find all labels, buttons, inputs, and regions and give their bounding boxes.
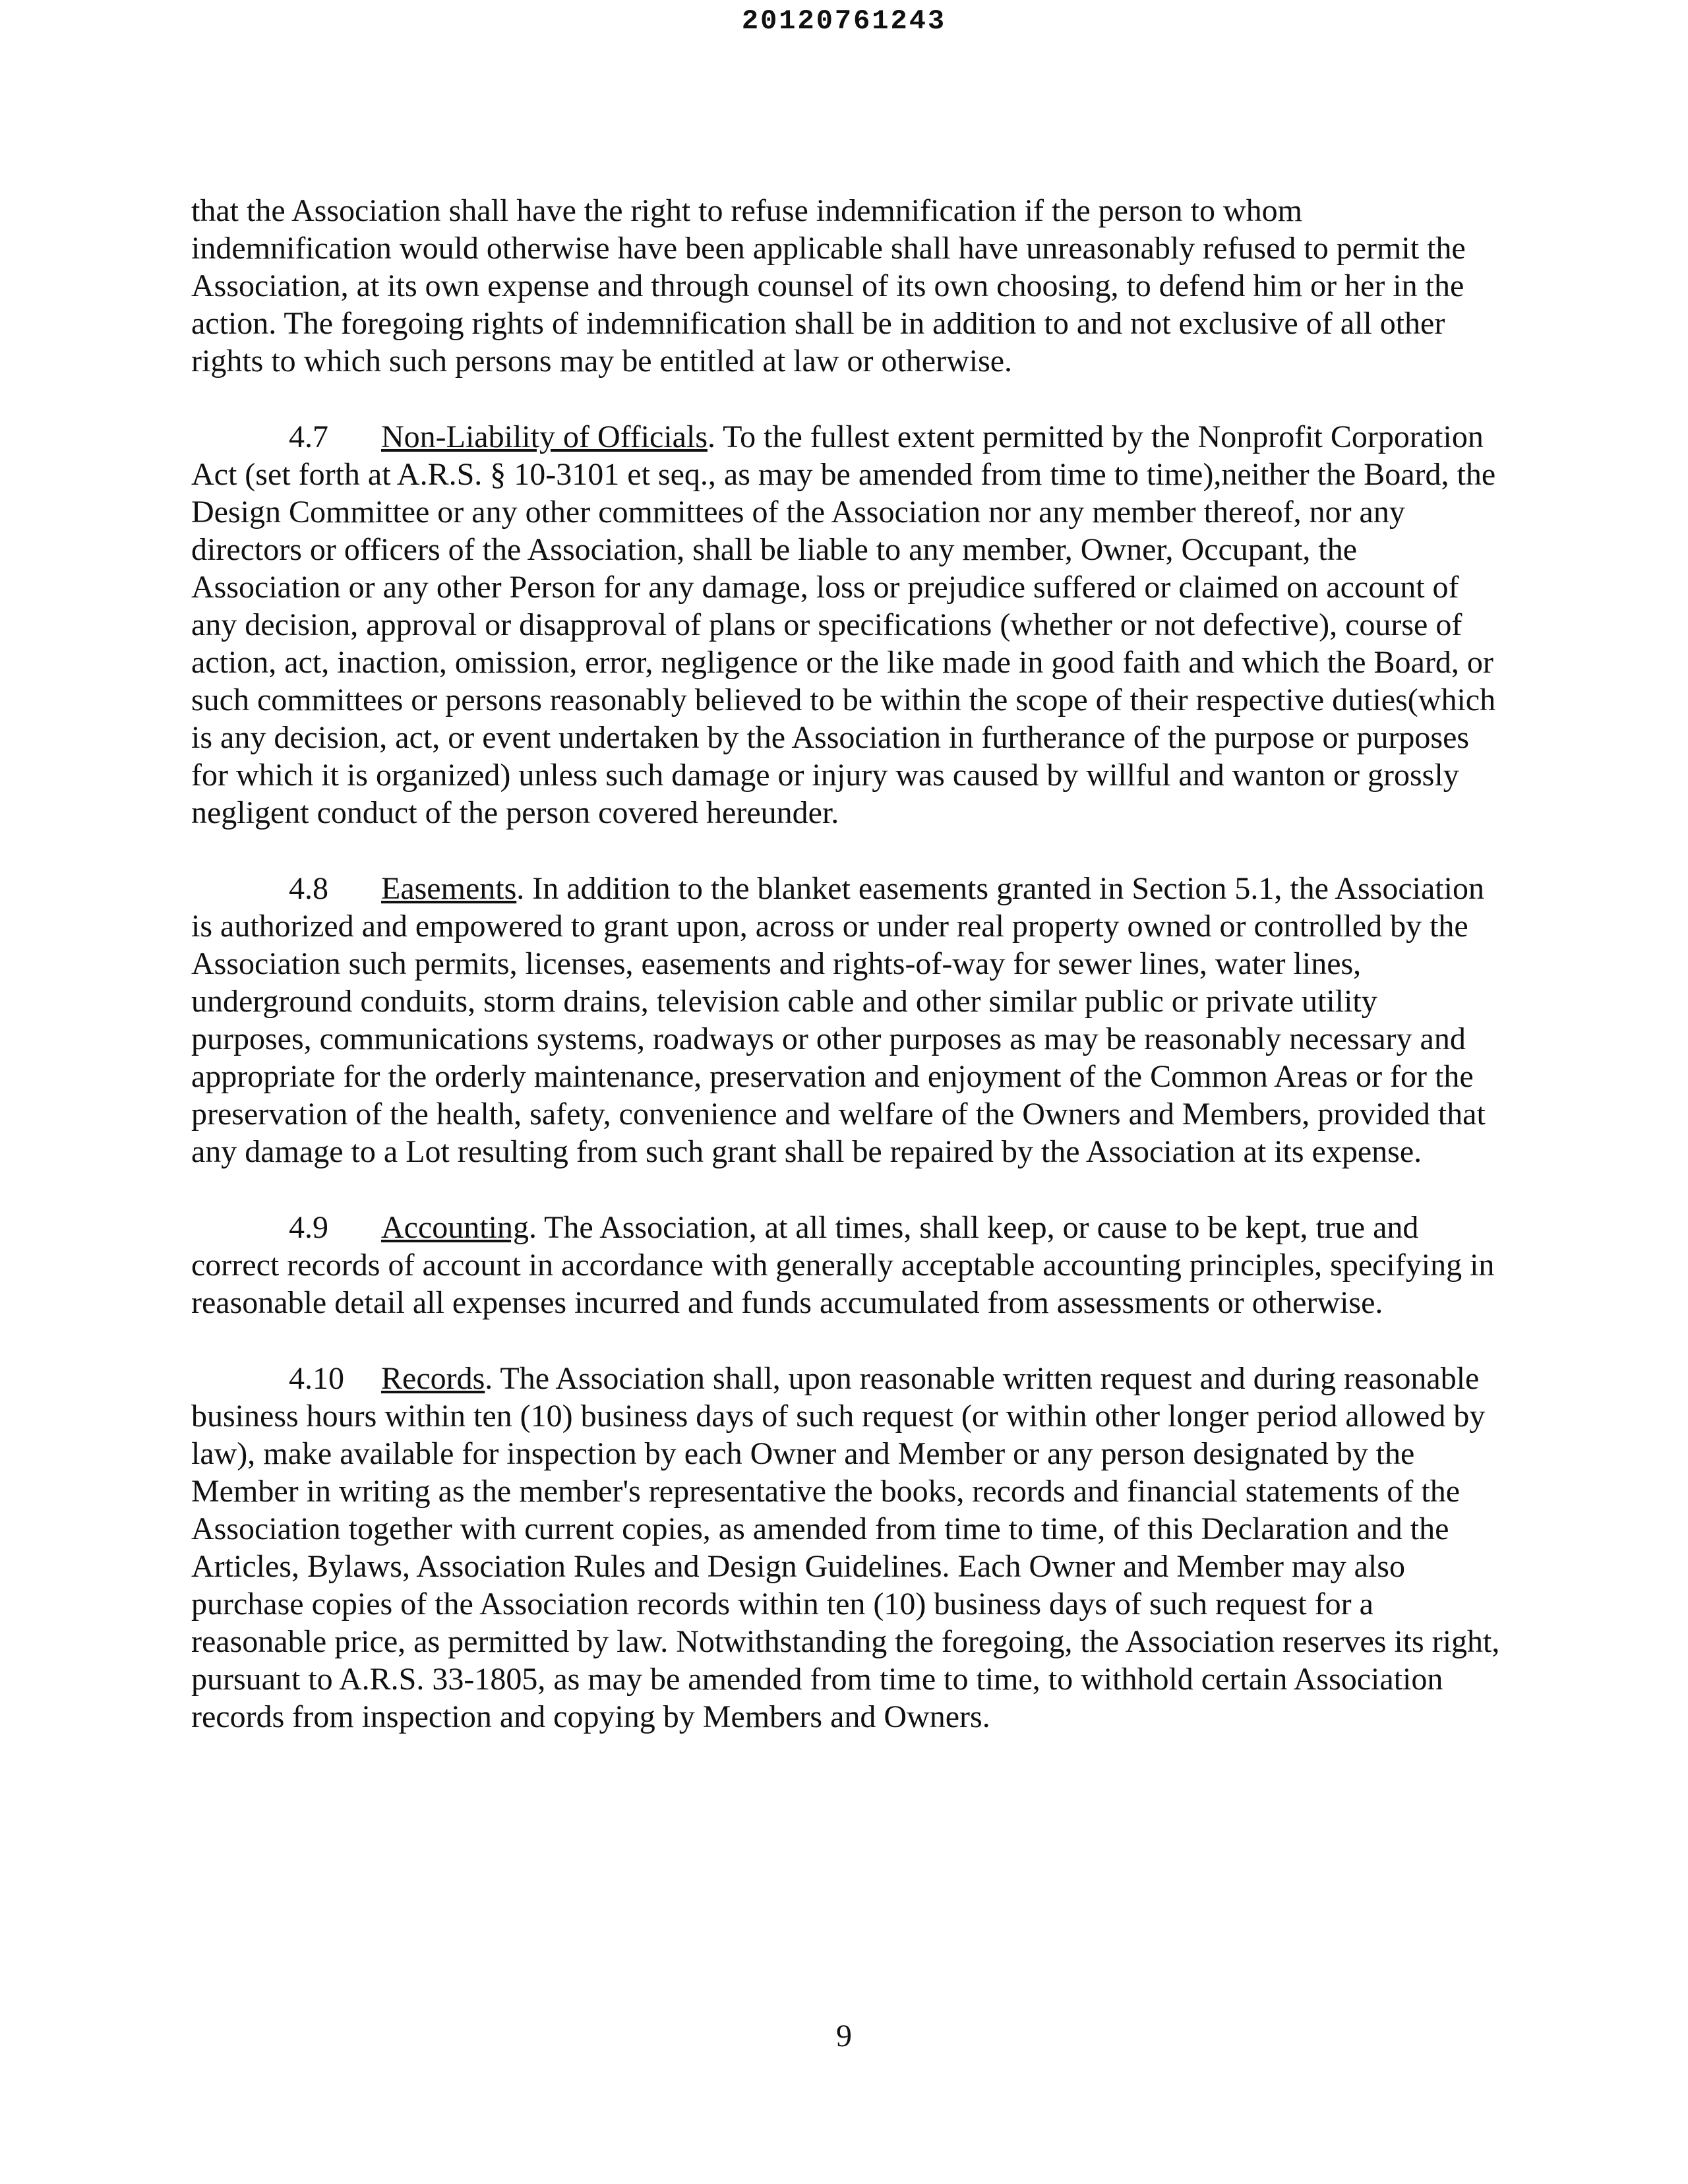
section-text: . To the fullest extent permitted by the Nonprofit Corporation Act (set forth at A.R.S. § 10-3101 et seq., as may be amended from time to time),neither the Board, the Design Committee or any other committees of the Association nor any member thereof, nor any directors or officers of the Association, shall be liable to any member, Owner, Occupant, the Association or any other Person for any damage, loss or prejudice suffered or claimed on account of any decision, approval or disapproval of plans or specifications (whether or not defective), course of action, act, inaction, omission, error, negligence or the like made in good faith and which the Board, or such committees or persons reasonably believed to be within the scope of their respective duties(which is any decision, act, or event undertaken by the Association in furtherance of the purpose or purposes for which it is organized) unless such damage or injury was caused by willful and wanton or grossly negligent conduct of the person covered hereunder.: [191, 419, 1496, 830]
section-number: 4.10: [289, 1361, 344, 1396]
section-4-8: [191, 870, 1503, 1170]
section-4-10: [191, 1360, 1503, 1736]
page-number: 9: [836, 2018, 852, 2053]
continuation-paragraph: that the Association shall have the right to refuse indemnification if the person to whom indemnification would otherwise have been applicable shall have unreasonably refused to permit the Association, at its own expense and through counsel of its own choosing, to defend him or her in the action. The foregoing rights of indemnification shall be in addition to and not exclusive of all other rights to which such persons may be entitled at law or otherwise.: [191, 193, 1466, 379]
section-4-9: [191, 1209, 1503, 1321]
section-number: 4.9: [289, 1210, 328, 1245]
document-number: 20120761243: [741, 5, 947, 37]
section-4-7: [191, 418, 1503, 832]
section-number: 4.8: [289, 871, 328, 906]
section-text: . In addition to the blanket easements granted in Section 5.1, the Association is authorized and empowered to grant upon, across or under real property owned or controlled by the Association such permits, licenses, easements and rights-of-way for sewer lines, water lines, underground conduits, storm drains, television cable and other similar public or private utility purposes, communications systems, roadways or other purposes as may be reasonably necessary and appropriate for the orderly maintenance, preservation and enjoyment of the Common Areas or for the preservation of the health, safety, convenience and welfare of the Owners and Members, provided that any damage to a Lot resulting from such grant shall be repaired by the Association at its expense.: [191, 871, 1486, 1169]
section-heading: Easements: [381, 871, 517, 906]
section-number: 4.7: [289, 419, 328, 454]
section-heading: Non-Liability of Officials: [381, 419, 708, 454]
document-body: [191, 192, 1503, 1774]
section-text: . The Association shall, upon reasonable written request and during reasonable business hours within ten (10) business days of such request (or within other longer period allowed by law), make available for inspection by each Owner and Member or any person designated by the Member in writing as the member's representative the books, records and financial statements of the Association together with current copies, as amended from time to time, of this Declaration and the Articles, Bylaws, Association Rules and Design Guidelines. Each Owner and Member may also purchase copies of the Association records within ten (10) business days of such request for a reasonable price, as permitted by law. Notwithstanding the foregoing, the Association reserves its right, pursuant to A.R.S. 33-1805, as may be amended from time to time, to withhold certain Association records from inspection and copying by Members and Owners.: [191, 1361, 1500, 1734]
section-text: . The Association, at all times, shall keep, or cause to be kept, true and correct records of account in accordance with generally acceptable accounting principles, specifying in reasonable detail all expenses incurred and funds accumulated from assessments or otherwise.: [191, 1210, 1495, 1320]
section-heading: Records: [381, 1361, 485, 1396]
section-heading: Accounting: [381, 1210, 529, 1245]
